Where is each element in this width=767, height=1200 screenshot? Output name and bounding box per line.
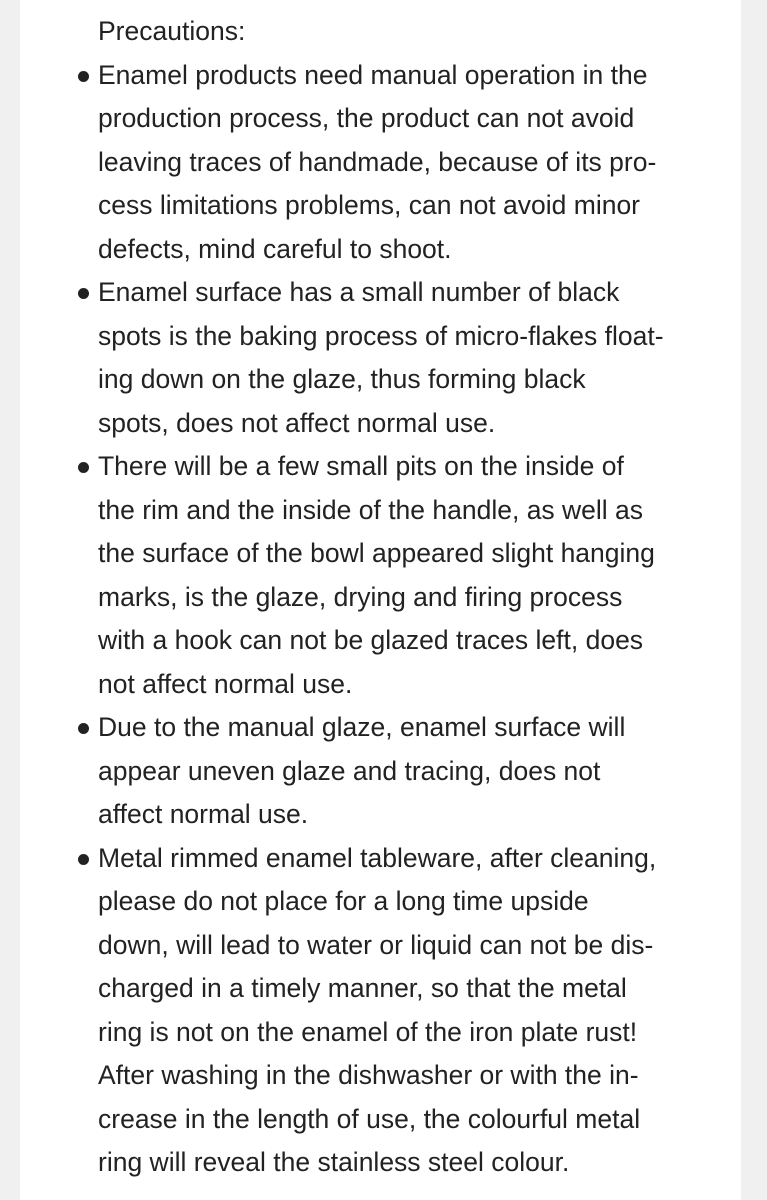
precaution-line: production process, the product can not avoid (98, 103, 635, 133)
bullet-icon (78, 71, 89, 82)
precaution-item (98, 271, 718, 445)
bullet-icon (78, 462, 89, 473)
precaution-line: ring is not on the enamel of the iron plate rust! (98, 1016, 638, 1047)
precaution-line: ring will reveal the stainless steel colour. (98, 1147, 570, 1177)
precaution-line: spots, does not affect normal use. (98, 407, 496, 438)
precaution-line: Enamel surface has a small number of black (98, 277, 620, 307)
precaution-line: There will be a few small pits on the inside of (98, 451, 624, 481)
precaution-line: the rim and the inside of the handle, as well as (98, 494, 644, 525)
precaution-line: appear uneven glaze and tracing, does not (98, 755, 601, 786)
document-page (20, 0, 741, 1200)
precaution-line: marks, is the glaze, drying and firing process (98, 581, 623, 612)
precaution-line: please do not place for a long time upside (98, 886, 589, 916)
precaution-line: Enamel products need manual operation in the (98, 59, 648, 90)
precaution-line: ing down on the glaze, thus forming black (98, 364, 586, 394)
precaution-line: After washing in the dishwasher or with the in- (98, 1060, 639, 1090)
bullet-icon (78, 288, 89, 299)
precaution-line: with a hook can not be glazed traces left, does (98, 625, 644, 655)
precaution-line: charged in a timely manner, so that the metal (98, 973, 627, 1003)
precautions-section (98, 10, 718, 1185)
precautions-heading: Precautions: (98, 16, 246, 46)
precaution-line: affect normal use. (98, 799, 309, 829)
precaution-line: crease in the length of use, the colourful metal (98, 1103, 641, 1134)
precaution-line: leaving traces of handmade, because of its pro- (98, 146, 657, 177)
bullet-icon (78, 723, 89, 734)
precaution-item (98, 54, 718, 272)
precaution-line: Due to the manual glaze, enamel surface will (98, 712, 626, 742)
precaution-line: down, will lead to water or liquid can not be dis- (98, 929, 654, 960)
precaution-line: the surface of the bowl appeared slight hanging (98, 538, 655, 568)
precaution-item (98, 445, 718, 706)
precaution-line: not affect normal use. (98, 668, 353, 699)
precaution-line: Metal rimmed enamel tableware, after cleaning, (98, 842, 657, 873)
bullet-icon (78, 854, 89, 865)
precaution-line: cess limitations problems, can not avoid minor (98, 190, 641, 220)
precaution-item (98, 837, 718, 1185)
precaution-line: defects, mind careful to shoot. (98, 233, 452, 264)
precautions-list (98, 54, 718, 1185)
precaution-item (98, 706, 718, 837)
precaution-line: spots is the baking process of micro-flakes float- (98, 320, 664, 351)
